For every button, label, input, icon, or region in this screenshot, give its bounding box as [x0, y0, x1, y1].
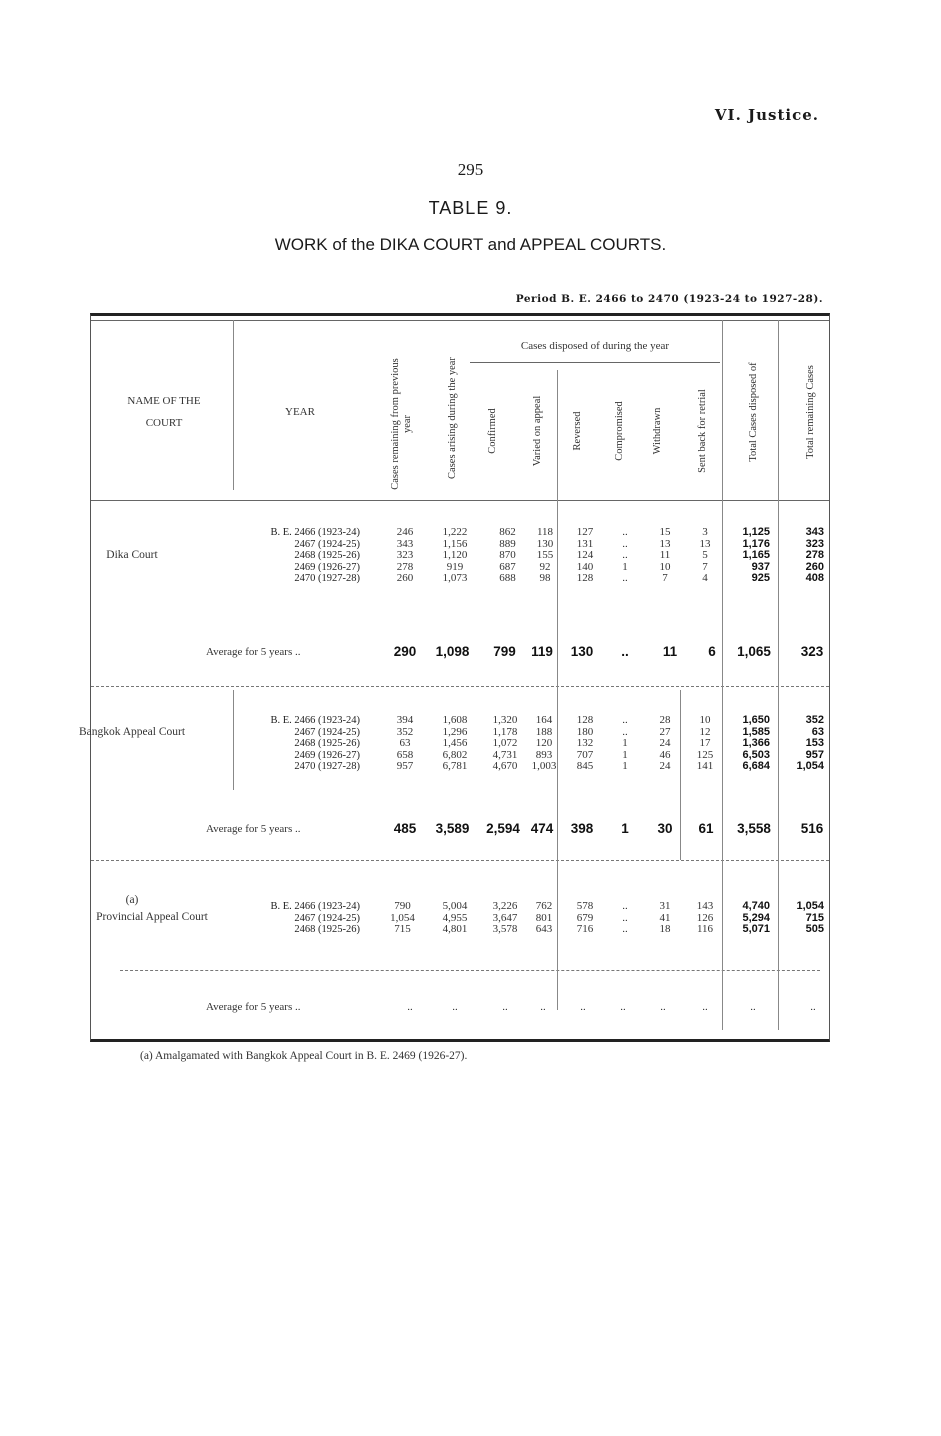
dika-section-rule — [91, 686, 829, 687]
provincial-avg-remaining-prev: .. — [407, 1001, 413, 1013]
top-inner-rule — [91, 320, 829, 321]
bangkok-average-label: Average for 5 years .. — [206, 823, 301, 835]
footnote: (a) Amalgamated with Bangkok Appeal Court in B. E. 2469 (1926-27). — [140, 1050, 468, 1062]
year-cell: B. E. 2466 (1923-24) — [270, 715, 360, 726]
provincial-avg-compromised: .. — [620, 1001, 626, 1013]
dika-sent-back: 3 13 5 7 4 — [699, 526, 711, 584]
year-cell: 2469 (1926-27) — [294, 561, 360, 573]
year-cell: B. E. 2466 (1923-24) — [270, 901, 360, 912]
bangkok-varied: 164 188 120 893 1,003 — [531, 714, 557, 772]
bangkok-avg-remaining-prev: 485 — [393, 821, 417, 836]
years-bangkok — [220, 715, 360, 773]
period-line: Period B. E. 2466 to 2470 (1923-24 to 1927-28). — [515, 293, 823, 305]
year-cell: 2467 (1924-25) — [294, 538, 360, 550]
dika-avg-arising: 1,098 — [435, 644, 470, 659]
col-divider — [778, 320, 779, 1030]
provincial-arising: 5,004 4,955 4,801 — [442, 900, 468, 935]
bangkok-section-rule — [91, 860, 829, 861]
bangkok-avg-withdrawn: 30 — [657, 821, 673, 836]
bangkok-confirmed: 1,320 1,178 1,072 4,731 4,670 — [492, 714, 518, 772]
bangkok-avg-varied: 474 — [530, 821, 554, 836]
dika-avg-total-remaining: 323 — [800, 644, 824, 659]
provincial-avg-total-remaining: .. — [810, 1001, 816, 1013]
dika-average-label: Average for 5 years .. — [206, 646, 301, 658]
dika-avg-varied: 119 — [531, 644, 553, 659]
court-name-dika: Dika Court — [106, 549, 158, 561]
bangkok-reversed: 128 180 132 707 845 — [576, 714, 594, 772]
dika-total-remaining: 343 323 278 260 408 — [805, 526, 824, 584]
dika-reversed: 127 131 124 140 128 — [576, 526, 594, 584]
bangkok-sent-back: 10 12 17 125 141 — [696, 714, 714, 772]
header-withdrawn: Withdrawn — [652, 407, 663, 455]
bangkok-arising: 1,608 1,296 1,456 6,802 6,781 — [442, 714, 468, 772]
section-header: VI. Justice. — [714, 106, 819, 124]
header-bottom-rule — [91, 500, 829, 501]
header-compromised: Compromised — [614, 401, 625, 461]
provincial-average-label: Average for 5 years .. — [206, 1001, 301, 1013]
header-total-remaining: Total remaining Cases — [805, 365, 816, 459]
dika-avg-confirmed: 799 — [493, 644, 516, 659]
provincial-avg-reversed: .. — [580, 1001, 586, 1013]
dika-avg-remaining-prev: 290 — [393, 644, 417, 659]
header-total-disposed: Total Cases disposed of — [748, 362, 759, 462]
provincial-total-remaining: 1,054 715 505 — [796, 900, 824, 935]
court-name-bangkok: Bangkok Appeal Court — [78, 726, 186, 738]
header-arising: Cases arising during the year — [447, 357, 458, 479]
header-reversed: Reversed — [572, 411, 583, 451]
bangkok-avg-confirmed: 2,594 — [486, 821, 520, 836]
bangkok-avg-reversed: 398 — [570, 821, 594, 836]
header-name-of-court: NAME OF THE COURT — [127, 395, 201, 429]
dika-avg-reversed: 130 — [570, 644, 594, 659]
header-remaining-prev: Cases remaining from previous year — [390, 358, 413, 490]
provincial-reversed: 578 679 716 — [576, 900, 594, 935]
provincial-avg-sent-back: .. — [702, 1001, 708, 1013]
provincial-sent-back: 143 126 116 — [696, 900, 714, 935]
table-title: TABLE 9. — [428, 198, 513, 218]
header-disposed-group: Cases disposed of during the year — [520, 340, 670, 352]
year-cell: 2467 (1924-25) — [294, 912, 360, 924]
year-cell: 2468 (1925-26) — [294, 550, 360, 561]
provincial-withdrawn: 31 41 18 — [659, 900, 671, 935]
bangkok-total-disposed: 1,650 1,585 1,366 6,503 6,684 — [742, 714, 770, 772]
header-year: YEAR — [285, 406, 315, 418]
year-cell: B. E. 2466 (1923-24) — [270, 527, 360, 538]
table-subtitle: WORK of the DIKA COURT and APPEAL COURTS. — [274, 235, 667, 254]
year-cell: 2468 (1925-26) — [294, 738, 360, 749]
provincial-avg-arising: .. — [452, 1001, 458, 1013]
dika-confirmed: 862 889 870 687 688 — [499, 526, 516, 584]
provincial-remaining-prev: 790 1,054 715 — [390, 900, 415, 935]
year-cell: 2470 (1927-28) — [294, 761, 360, 772]
provincial-dash-rule — [120, 970, 820, 971]
bangkok-remaining-prev: 394 352 63 658 957 — [396, 714, 414, 772]
provincial-compromised: .. .. .. — [622, 900, 628, 935]
provincial-avg-varied: .. — [540, 1001, 546, 1013]
years-provincial — [220, 901, 360, 936]
col-divider — [233, 320, 234, 490]
bangkok-withdrawn: 28 27 24 46 24 — [659, 714, 671, 772]
bangkok-avg-total-remaining: 516 — [800, 821, 824, 836]
year-cell: 2467 (1924-25) — [294, 726, 360, 738]
court-name-provincial: Provincial Appeal Court — [96, 911, 208, 923]
court-note-provincial: (a) — [125, 894, 139, 906]
dika-avg-sent-back: 6 — [708, 644, 716, 659]
header-varied: Varied on appeal — [532, 395, 543, 467]
dika-avg-compromised: .. — [621, 644, 629, 659]
dika-avg-total-disposed: 1,065 — [737, 644, 771, 659]
bangkok-compromised: .. .. 1 1 1 — [622, 714, 628, 772]
dika-total-disposed: 1,125 1,176 1,165 937 925 — [742, 526, 770, 584]
provincial-total-disposed: 4,740 5,294 5,071 — [742, 900, 770, 935]
dika-avg-withdrawn: 11 — [662, 644, 678, 659]
year-cell: 2468 (1925-26) — [294, 924, 360, 935]
header-sent-back: Sent back for retrial — [697, 389, 708, 473]
dika-compromised: .. .. .. 1 .. — [622, 526, 628, 584]
year-cell: 2470 (1927-28) — [294, 573, 360, 584]
years-dika — [220, 527, 360, 585]
page-number: 295 — [457, 160, 484, 179]
provincial-avg-withdrawn: .. — [660, 1001, 666, 1013]
header-confirmed: Confirmed — [487, 408, 498, 454]
dika-varied: 118 130 155 92 98 — [536, 526, 554, 584]
bangkok-total-remaining: 352 63 153 957 1,054 — [796, 714, 824, 772]
bangkok-avg-sent-back: 61 — [698, 821, 714, 836]
group-header-rule — [470, 362, 720, 363]
bangkok-avg-compromised: 1 — [621, 821, 629, 836]
bangkok-avg-total-disposed: 3,558 — [737, 821, 771, 836]
provincial-avg-confirmed: .. — [502, 1001, 508, 1013]
provincial-confirmed: 3,226 3,647 3,578 — [492, 900, 518, 935]
year-cell: 2469 (1926-27) — [294, 749, 360, 761]
dika-withdrawn: 15 13 11 10 7 — [659, 526, 671, 584]
dika-arising: 1,222 1,156 1,120 919 1,073 — [442, 526, 468, 584]
provincial-avg-total-disposed: .. — [750, 1001, 756, 1013]
dika-remaining-prev: 246 343 323 278 260 — [396, 526, 414, 584]
provincial-varied: 762 801 643 — [535, 900, 553, 935]
bangkok-avg-arising: 3,589 — [435, 821, 470, 836]
